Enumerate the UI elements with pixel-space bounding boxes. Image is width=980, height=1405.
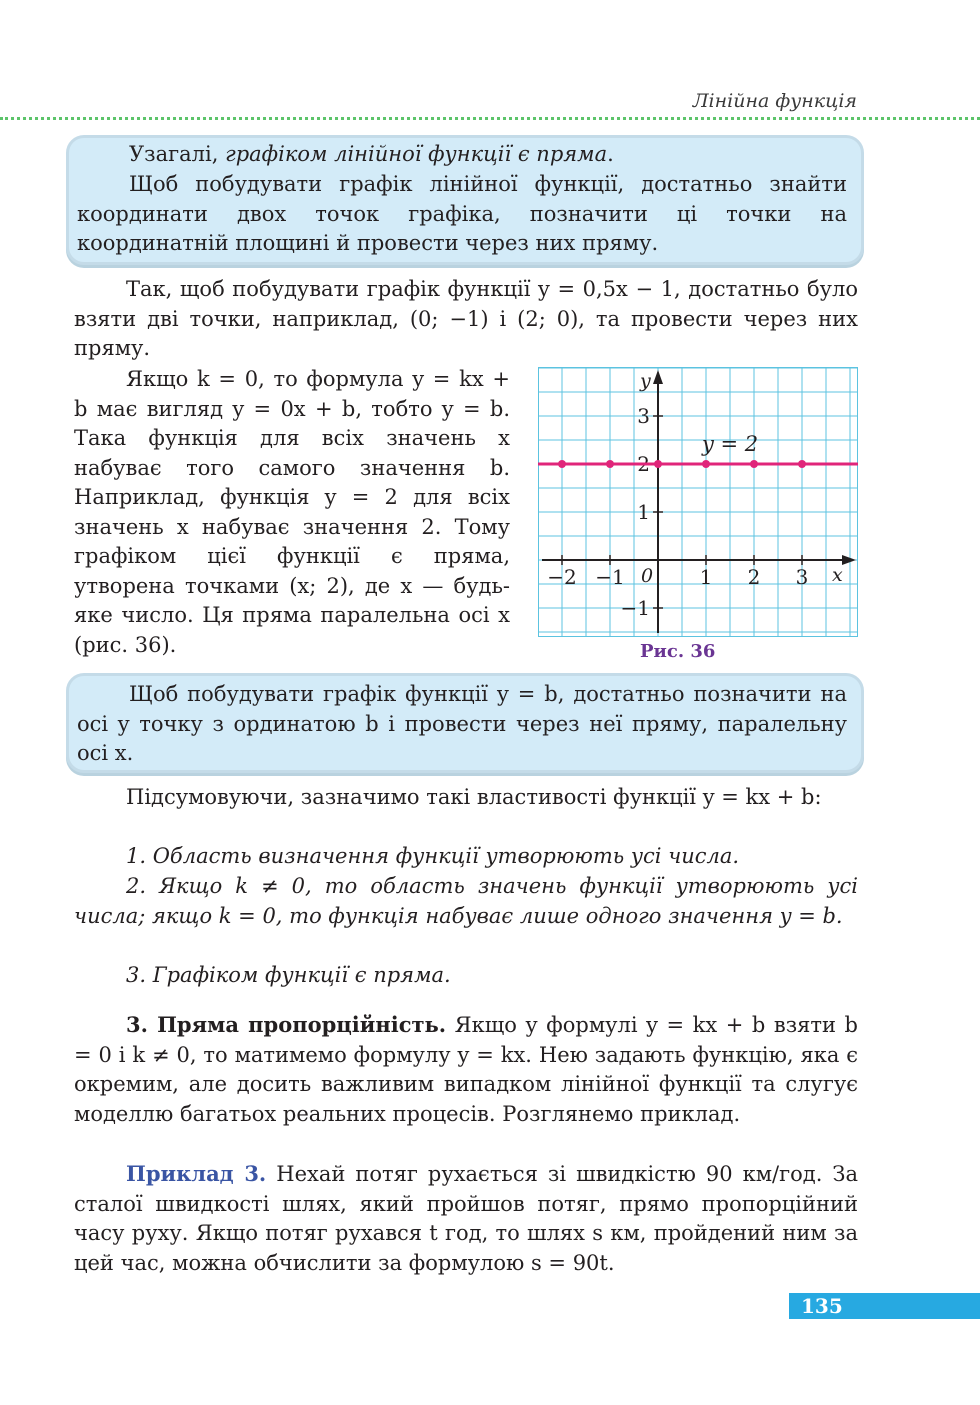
header-divider — [0, 117, 980, 120]
figure-36-graph — [538, 367, 858, 637]
coordinate-grid — [538, 367, 858, 637]
x-tick-label: 1 — [699, 565, 713, 589]
y-tick-label: 2 — [637, 452, 650, 476]
box1-paragraph-1 — [77, 140, 847, 170]
data-point — [798, 460, 806, 468]
running-header: Лінійна функція — [692, 90, 857, 112]
x-tick-label: −1 — [595, 565, 625, 589]
example-3-title: Приклад 3. — [126, 1161, 267, 1186]
definition-box-1 — [66, 135, 864, 265]
data-point — [606, 460, 614, 468]
property-1 — [74, 842, 858, 872]
property-1-text: 1. Область визначення функції утворюють усі числа. — [126, 844, 740, 868]
box1-paragraph-2: Щоб побудувати графік лінійної функції, достатньо знайти координати двох точок графіка, позначити ці точки на координатній площині й провести через них пряму. — [77, 172, 847, 255]
example-3-text: Нехай потяг рухається зі швидкістю 90 км/год. За сталої швидкості шлях, який пройшов потяг, прямо пропорційний часу руху. Якщо потяг рухався t год, то шлях s км, пройдений ним за цей час, можна обчислити за формулою s = 90t. — [74, 1162, 858, 1275]
box1-p1-prefix: Узагалі, — [129, 142, 226, 166]
property-3 — [74, 961, 858, 991]
section-3-title: 3. Пряма пропорційність. — [126, 1012, 447, 1037]
axes — [542, 370, 856, 633]
data-point — [702, 460, 710, 468]
section-3-text: Якщо у формулі y = kx + b взяти b = 0 і k ≠ 0, то матимемо формулу y = kx. Нею задають функцію, яка є окремим, але досить важливим випадком лінійної функції та слугує моделлю багатьох реальних процесів. Розглянемо приклад. — [74, 1013, 858, 1126]
x-tick-label: 3 — [795, 565, 809, 589]
y-axis-label: y — [640, 370, 651, 392]
y-tick-label: −1 — [620, 596, 650, 620]
y-axis-arrow — [653, 370, 663, 384]
box1-p1-suffix: . — [607, 142, 614, 166]
data-point — [558, 460, 566, 468]
x-axis-arrow — [842, 555, 856, 565]
paragraph-1: Так, щоб побудувати графік функції y = 0,5x − 1, достатньо було взяти дві точки, наприклад, (0; −1) і (2; 0), та провести через них пряму. — [74, 277, 858, 360]
line-label: y = 2 — [702, 432, 759, 456]
property-3-text: 3. Графіком функції є пряма. — [126, 963, 451, 987]
property-2 — [74, 872, 858, 931]
property-2-text: 2. Якщо k ≠ 0, то область значень функції утворюють усі числа; якщо k = 0, то функція набуває лише одного значення y = b. — [74, 874, 858, 928]
x-axis-label: x — [832, 564, 843, 586]
y-tick-label: 1 — [637, 500, 650, 524]
data-point — [750, 460, 758, 468]
paragraph-3: Підсумовуючи, зазначимо такі властивості функції y = kx + b: — [126, 785, 822, 809]
x-tick-label: −2 — [547, 565, 577, 589]
box1-p1-italic: графіком лінійної функції є пряма — [225, 142, 608, 166]
example-3-paragraph — [74, 1159, 858, 1278]
page-number: 135 — [789, 1293, 980, 1319]
y-tick-label: 3 — [637, 404, 650, 428]
paragraph-2: Якщо k = 0, то формула y = kx + b має вигляд y = 0x + b, тобто y = b. Така функція для всіх значень x набуває того самого значення b. Наприклад, функція y = 2 для всіх значень x набуває значення 2. Тому графіком цієї функції є пряма, утворена точками (x; 2), де x — будь-яке число. Ця пряма паралельна осі x (рис. 36). — [74, 367, 510, 657]
section-3-paragraph — [74, 1010, 858, 1129]
definition-box-2 — [66, 673, 864, 773]
x-tick-label: 2 — [747, 565, 761, 589]
box2-text: Щоб побудувати графік функції y = b, достатньо позначити на осі y точку з ординатою b і провести через неї пряму, паралельну осі x. — [77, 682, 847, 765]
figure-caption: Рис. 36 — [640, 641, 716, 662]
data-point — [654, 460, 662, 468]
origin-label: 0 — [641, 565, 654, 587]
